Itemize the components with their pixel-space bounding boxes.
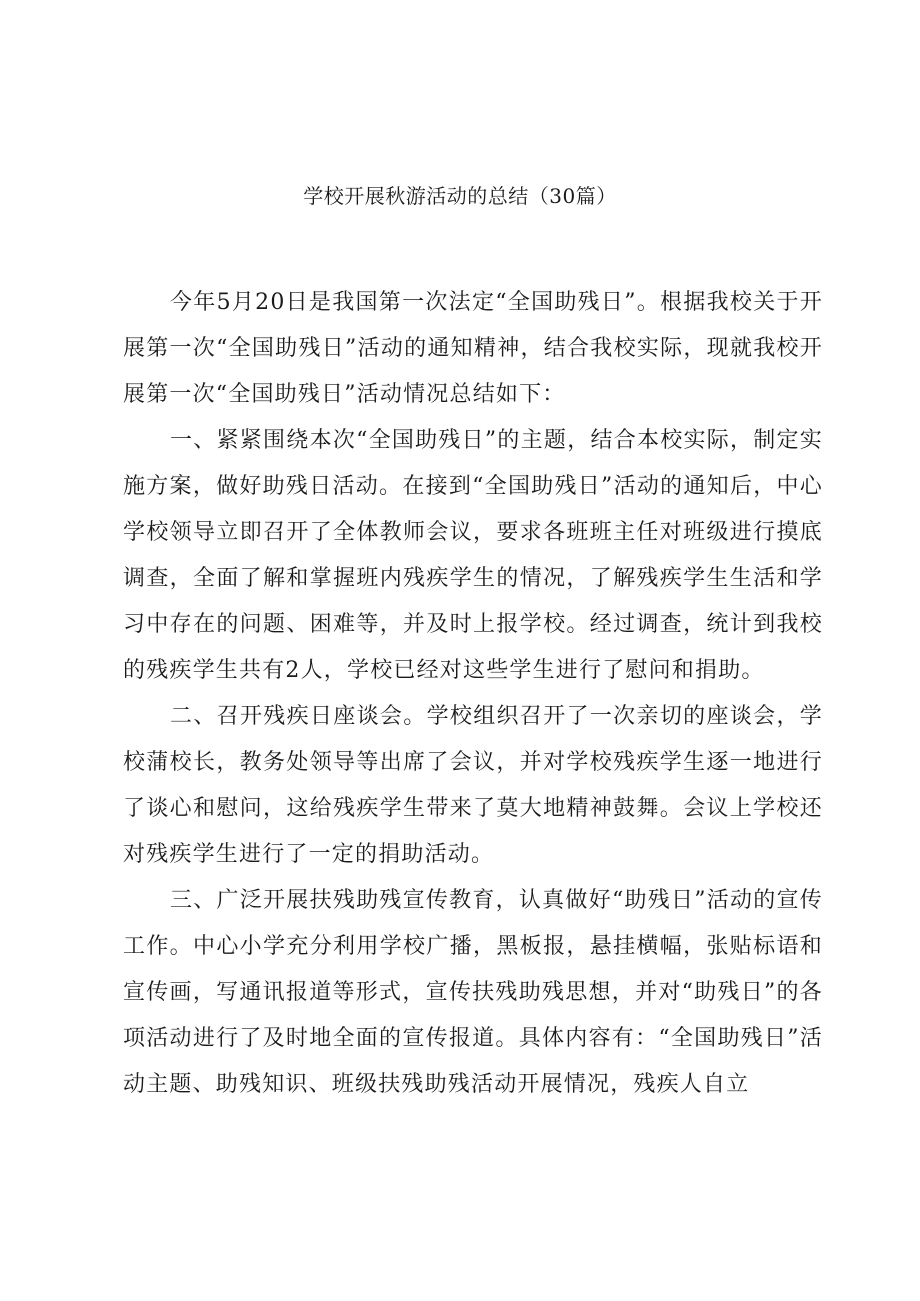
paragraph-intro: 今年5月20日是我国第一次法定“全国助残日”。根据我校关于开展第一次“全国助残日”活动的通知精神，结合我校实际，现就我校开展第一次“全国助残日”活动情况总结如下： (123, 290, 823, 407)
paragraph-section-3: 三、广泛开展扶残助残宣传教育，认真做好“助残日”活动的宣传工作。中心小学充分利用学校广播，黑板报，悬挂横幅，张贴标语和宣传画，写通讯报道等形式，宣传扶残助残思想，并对“助残日”的各项活动进行了及时地全面的宣传报道。具体内容有：“全国助残日”活动主题、助残知识、班级扶残助残活动开展情况，残疾人自立 (123, 888, 823, 1097)
document-body (123, 280, 823, 1108)
paragraph-section-2: 二、召开残疾日座谈会。学校组织召开了一次亲切的座谈会，学校蒲校长，教务处领导等出席了会议，并对学校残疾学生逐一地进行了谈心和慰问，这给残疾学生带来了莫大地精神鼓舞。会议上学校还对残疾学生进行了一定的捐助活动。 (123, 704, 823, 867)
paragraph-section-1: 一、紧紧围绕本次“全国助残日”的主题，结合本校实际，制定实施方案，做好助残日活动。在接到“全国助残日”活动的通知后，中心学校领导立即召开了全体教师会议，要求各班班主任对班级进行摸底调查，全面了解和掌握班内残疾学生的情况，了解残疾学生生活和学习中存在的问题、困难等，并及时上报学校。经过调查，统计到我校的残疾学生共有2人，学校已经对这些学生进行了慰问和捐助。 (123, 428, 823, 683)
document-title: 学校开展秋游活动的总结（30篇） (303, 184, 617, 208)
